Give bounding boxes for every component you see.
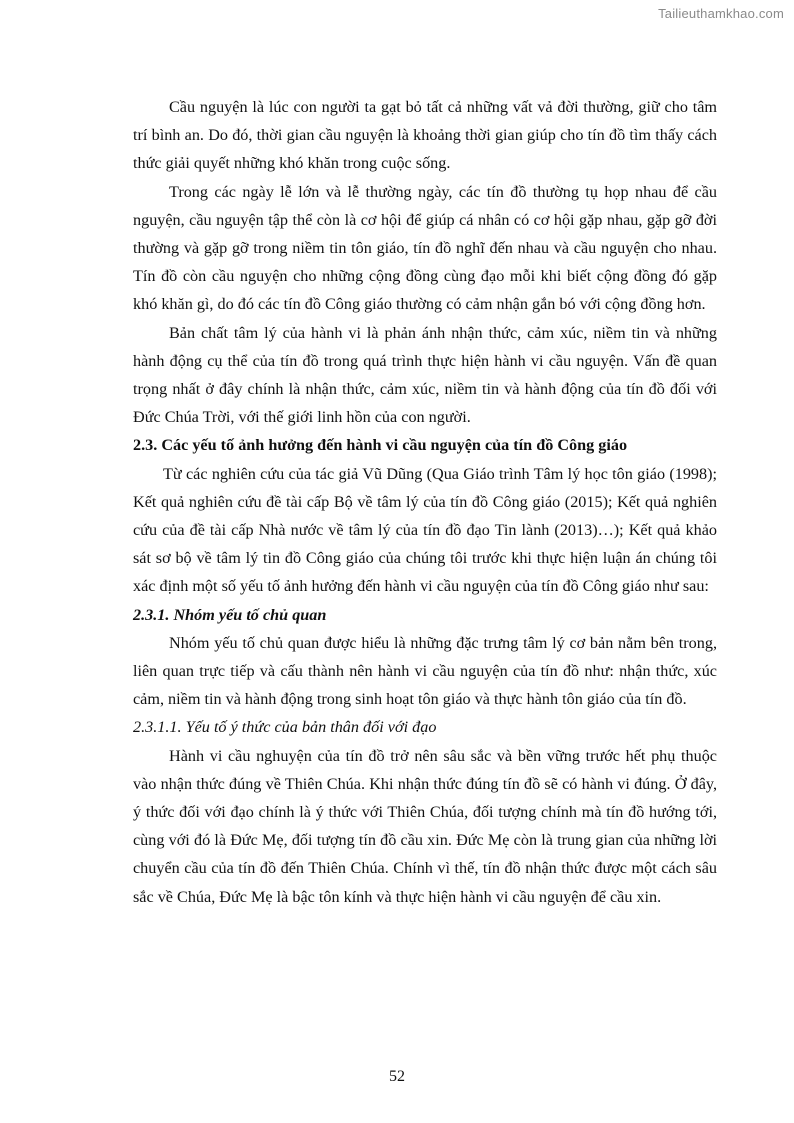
- page-number: 52: [389, 1068, 405, 1085]
- watermark: Tailieuthamkhao.com: [658, 6, 784, 21]
- paragraph-psychological-nature: Bản chất tâm lý của hành vi là phản ánh nhận thức, cảm xúc, niềm tin và những hành động cụ thể của tín đồ trong quá trình thực hiện hành vi cầu nguyện. Vấn đề quan trọng nhất ở đây chính là nhận thức, cảm xúc, niềm tin và hành động của tín đồ đối với Đức Chúa Trời, với thế giới linh hồn của con người.: [133, 323, 717, 427]
- paragraph-research-sources: Từ các nghiên cứu của tác giả Vũ Dũng (Qua Giáo trình Tâm lý học tôn giáo (1998); Kết quả nghiên cứu đề tài cấp Bộ về tâm lý của tín đồ Công giáo (2015); Kết quả nghiên cứu của đề tài cấp Nhà nước về tâm lý của tín đồ đạo Tin lành (2013)…); Kết quả khảo sát sơ bộ về tâm lý tin đồ Công giáo của chúng tôi trước khi thực hiện luận án chúng tôi xác định một số yếu tố ảnh hưởng đến hành vi cầu nguyện của tín đồ Công giáo như sau:: [133, 464, 717, 596]
- subsection-heading-2-3-1: 2.3.1. Nhóm yếu tố chủ quan: [133, 605, 327, 624]
- subsubsection-heading-2-3-1-1: 2.3.1.1. Yếu tố ý thức của bản thân đối với đạo: [133, 718, 437, 737]
- paragraph-prayer-meaning: Cầu nguyện là lúc con người ta gạt bỏ tất cả những vất vả đời thường, giữ cho tâm trí bình an. Do đó, thời gian cầu nguyện là khoảng thời gian giúp cho tín đồ tìm thấy cách thức giải quyết những khó khăn trong cuộc sống.: [133, 98, 717, 173]
- section-heading-2-3: 2.3. Các yếu tố ảnh hưởng đến hành vi cầu nguyện của tín đồ Công giáo: [133, 436, 628, 455]
- paragraph-subjective-factors: Nhóm yếu tố chủ quan được hiểu là những đặc trưng tâm lý cơ bản nằm bên trong, liên quan trực tiếp và cấu thành nên hành vi cầu nguyện của tín đồ như: nhận thức, xúc cảm, niềm tin và hành động trong sinh hoạt tôn giáo và thực hành tôn giáo của tín đồ.: [133, 633, 717, 709]
- paragraph-awareness-of-faith: Hành vi cầu nghuyện của tín đồ trở nên sâu sắc và bền vững trước hết phụ thuộc vào nhận thức đúng về Thiên Chúa. Khi nhận thức đúng tín đồ sẽ có hành vi đúng. Ở đây, ý thức đối với đạo chính là ý thức với Thiên Chúa, đối tượng chính mà tín đồ hướng tới, cùng với đó là Đức Mẹ, đối tượng tín đồ cầu xin. Đức Mẹ còn là trung gian của những lời chuyển cầu của tín đồ đến Thiên Chúa. Chính vì thế, tín đồ nhận thức được một cách sâu sắc về Chúa, Đức Mẹ là bậc tôn kính và thực hiện hành vi cầu nguyện để cầu xin.: [133, 746, 717, 906]
- page-content: [133, 93, 717, 911]
- paragraph-group-prayer: Trong các ngày lễ lớn và lễ thường ngày, các tín đồ thường tụ họp nhau để cầu nguyện, cầu nguyện tập thể còn là cơ hội để giúp cá nhân có cơ hội gặp nhau, gặp gỡ đời thường và gặp gỡ trong niềm tin tôn giáo, tín đồ nghĩ đến nhau và cầu nguyện cho nhau. Tín đồ còn cầu nguyện cho những cộng đồng cùng đạo mỗi khi biết cộng đồng đó gặp khó khăn gì, do đó các tín đồ Công giáo thường có cảm nhận gắn bó với cộng đồng hơn.: [133, 182, 717, 314]
